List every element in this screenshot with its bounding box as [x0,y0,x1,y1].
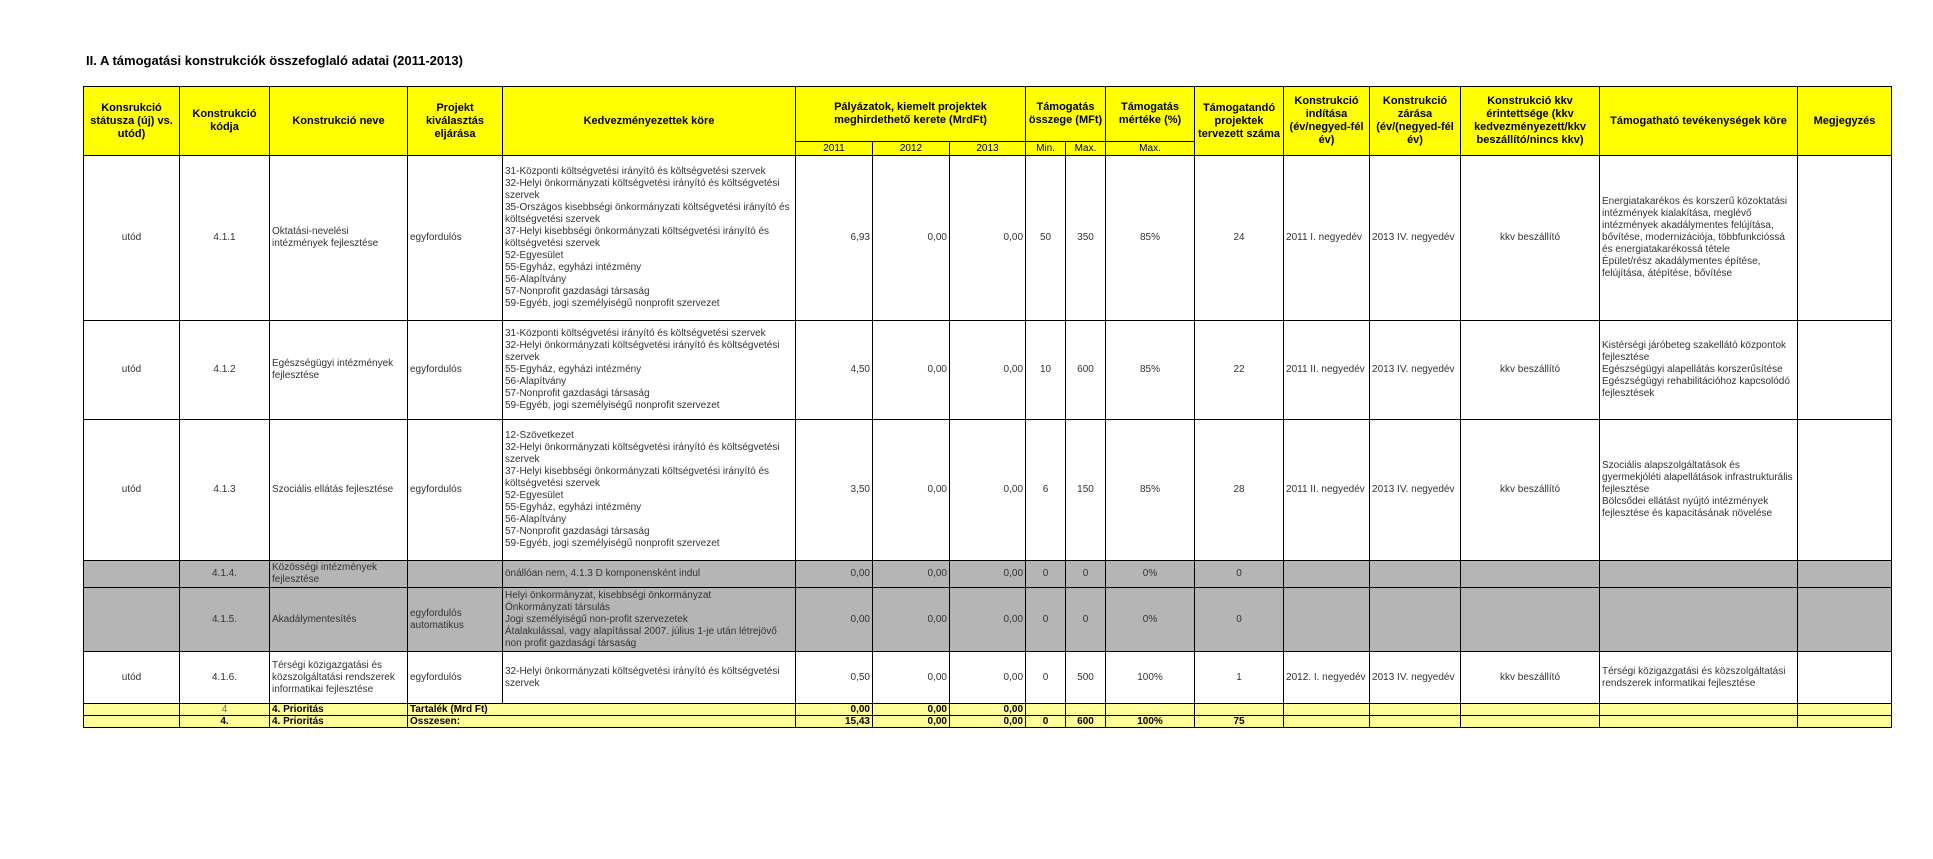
min-cell: 6 [1026,420,1066,561]
total-empty-cell [1600,716,1798,728]
beneficiaries-cell [503,588,796,652]
beneficiary-item: 59-Egyéb, jogi személyiségű nonprofit szervezet [505,298,720,309]
min-cell: 0 [1026,561,1066,588]
kkv-cell: kkv beszállító [1461,321,1600,420]
beneficiary-item: Átalakulással, vagy alapítással 2007. július 1-je után létrejövő non profit gazdasági társaság [505,625,777,649]
projects-cell: 1 [1195,652,1284,704]
beneficiaries-cell [503,652,796,704]
col-end: Konstrukció zárása (év/(negyed-fél év) [1370,87,1461,156]
name-cell: Egészségügyi intézmények fejlesztése [270,321,408,420]
beneficiary-item: 56-Alapítvány [505,514,567,525]
max-cell: 500 [1066,652,1106,704]
beneficiary-item: 59-Egyéb, jogi személyiségű nonprofit szervezet [505,400,720,411]
y2012-cell: 0,00 [873,652,950,704]
table-row [84,561,1892,588]
col-remark: Megjegyzés [1798,87,1892,156]
activity-item: Egészségügyi rehabilitációhoz kapcsolódó fejlesztések [1602,376,1790,399]
col-rate: Támogatás mértéke (%) [1106,87,1195,142]
beneficiary-item: 57-Nonprofit gazdasági társaság [505,388,650,399]
activity-item: Kistérségi járóbeteg szakellátó központok fejlesztése [1602,340,1787,363]
code-cell: 4.1.6. [180,652,270,704]
max-cell: 150 [1066,420,1106,561]
max-cell: 600 [1066,321,1106,420]
total-empty-cell [1461,716,1600,728]
min-cell: 50 [1026,156,1066,321]
y2012-cell: 0,00 [873,420,950,561]
y2012-cell: 0,00 [873,561,950,588]
table-row [84,156,1892,321]
col-kkv: Konstrukció kkv érintettsége (kkv kedvezményezett/kkv beszállító/nincs kkv) [1461,87,1600,156]
col-code: Konstrukció kódja [180,87,270,156]
table-row [84,420,1892,561]
y2011-cell: 6,93 [796,156,873,321]
col-selection: Projekt kiválasztás eljárása [408,87,503,156]
reserve-y2012-cell: 0,00 [873,704,950,716]
projects-cell: 22 [1195,321,1284,420]
beneficiary-item: 56-Alapítvány [505,274,567,285]
y2011-cell: 0,00 [796,561,873,588]
code-cell: 4.1.4. [180,561,270,588]
total-empty-cell [1284,716,1370,728]
beneficiary-item: 32-Helyi önkormányzati költségvetési irányító és költségvetési szervek [505,340,780,363]
col-amount: Támogatás összege (MFt) [1026,87,1106,142]
rate-cell: 0% [1106,561,1195,588]
total-empty-cell [1798,716,1892,728]
total-min-cell: 0 [1026,716,1066,728]
name-cell: Oktatási-nevelési intézmények fejlesztése [270,156,408,321]
activities-cell [1600,156,1798,321]
y2011-cell: 0,00 [796,588,873,652]
total-priority-cell: 4. Prioritás [270,716,408,728]
min-cell: 0 [1026,652,1066,704]
projects-cell: 24 [1195,156,1284,321]
beneficiary-item: 35-Országos kisebbségi önkormányzati költségvetési irányító és költségvetési szervek [505,202,790,225]
y2013-cell: 0,00 [950,321,1026,420]
end-cell: 2013 IV. negyedév [1370,420,1461,561]
beneficiary-item: Helyi önkormányzat, kisebbségi önkormányzat [505,589,712,601]
end-cell: 2013 IV. negyedév [1370,652,1461,704]
remark-cell [1798,321,1892,420]
kkv-cell: kkv beszállító [1461,156,1600,321]
beneficiary-item: 32-Helyi önkormányzati költségvetési irányító és költségvetési szervek [505,665,780,689]
reserve-empty-cell [84,704,180,716]
code-cell: 4.1.3 [180,420,270,561]
projects-cell: 28 [1195,420,1284,561]
y2013-cell: 0,00 [950,588,1026,652]
reserve-empty-cell [1461,704,1600,716]
rate-cell: 100% [1106,652,1195,704]
beneficiary-item: 55-Egyház, egyházi intézmény [505,364,642,375]
total-y2012-cell: 0,00 [873,716,950,728]
selection-cell: egyfordulós [408,321,503,420]
activity-item: Térségi közigazgatási és közszolgáltatási rendszerek informatikai fejlesztése [1602,665,1786,689]
end-cell [1370,561,1461,588]
reserve-empty-cell [1195,704,1284,716]
beneficiaries-cell [503,561,796,588]
reserve-empty-cell [1600,704,1798,716]
table-row [84,321,1892,420]
start-cell [1284,588,1370,652]
max-cell: 0 [1066,561,1106,588]
y2011-cell: 3,50 [796,420,873,561]
activity-item: Épület/rész akadálymentes építése, felújítása, átépítése, bővítése [1602,256,1761,279]
col-start: Konstrukció indítása (év/negyed-fél év) [1284,87,1370,156]
remark-cell [1798,420,1892,561]
total-y2011-cell: 15,43 [796,716,873,728]
activities-cell [1600,321,1798,420]
activity-item: Bölcsődei ellátást nyújtó intézmények fejlesztése és kapacitásának növelése [1602,496,1773,519]
reserve-label-cell: Tartalék (Mrd Ft) [408,704,796,716]
reserve-y2011-cell: 0,00 [796,704,873,716]
beneficiary-item: 55-Egyház, egyházi intézmény [505,502,642,513]
kkv-cell: kkv beszállító [1461,420,1600,561]
y2013-cell: 0,00 [950,652,1026,704]
selection-cell: egyfordulós automatikus [408,588,503,652]
beneficiary-item: önállóan nem, 4.1.3 D komponensként indul [505,568,701,579]
kkv-cell [1461,561,1600,588]
col-frame: Pályázatok, kiemelt projektek meghirdethető kerete (MrdFt) [796,87,1026,142]
col-y2011: 2011 [796,142,873,156]
beneficiary-item: Önkormányzati társulás [505,601,611,613]
selection-cell [408,561,503,588]
remark-cell [1798,156,1892,321]
beneficiary-item: 31-Központi költségvetési irányító és költségvetési szervek [505,166,766,177]
total-empty-cell [1370,716,1461,728]
code-cell: 4.1.5. [180,588,270,652]
beneficiary-item: 32-Helyi önkormányzati költségvetési irányító és költségvetési szervek [505,442,780,465]
reserve-empty-cell [1026,704,1066,716]
total-rate-cell: 100% [1106,716,1195,728]
remark-cell [1798,652,1892,704]
rate-cell: 0% [1106,588,1195,652]
reserve-code-cell: 4 [180,704,270,716]
min-cell: 0 [1026,588,1066,652]
name-cell: Térségi közigazgatási és közszolgáltatási rendszerek informatikai fejlesztése [270,652,408,704]
beneficiary-item: 52-Egyesület [505,490,564,501]
status-cell: utód [84,420,180,561]
y2011-cell: 4,50 [796,321,873,420]
col-beneficiaries: Kedvezményezettek köre [503,87,796,156]
activities-cell [1600,420,1798,561]
name-cell: Akadálymentesítés [270,588,408,652]
status-cell: utód [84,156,180,321]
status-cell [84,561,180,588]
selection-cell: egyfordulós [408,420,503,561]
max-cell: 0 [1066,588,1106,652]
max-cell: 350 [1066,156,1106,321]
beneficiary-item: 12-Szövetkezet [505,430,574,441]
reserve-row [84,704,1892,716]
rate-cell: 85% [1106,321,1195,420]
start-cell: 2011 I. negyedév [1284,156,1370,321]
beneficiary-item: 57-Nonprofit gazdasági társaság [505,286,650,297]
reserve-empty-cell [1798,704,1892,716]
table-row [84,652,1892,704]
total-label-cell: Összesen: [408,716,796,728]
rate-cell: 85% [1106,420,1195,561]
total-empty-cell [84,716,180,728]
beneficiary-item: 32-Helyi önkormányzati költségvetési irányító és költségvetési szervek [505,178,780,201]
reserve-empty-cell [1370,704,1461,716]
remark-cell [1798,588,1892,652]
activities-cell [1600,561,1798,588]
reserve-y2013-cell: 0,00 [950,704,1026,716]
kkv-cell [1461,588,1600,652]
y2012-cell: 0,00 [873,156,950,321]
projects-cell: 0 [1195,588,1284,652]
activity-item: Szociális alapszolgáltatások és gyermekjóléti alapellátások infrastrukturális fejlesztése [1602,460,1793,495]
end-cell [1370,588,1461,652]
total-y2013-cell: 0,00 [950,716,1026,728]
reserve-empty-cell [1284,704,1370,716]
kkv-cell: kkv beszállító [1461,652,1600,704]
beneficiary-item: 59-Egyéb, jogi személyiségű nonprofit szervezet [505,538,720,549]
rate-cell: 85% [1106,156,1195,321]
y2012-cell: 0,00 [873,321,950,420]
start-cell: 2011 II. negyedév [1284,420,1370,561]
beneficiary-item: 37-Helyi kisebbségi önkormányzati költségvetési irányító és költségvetési szervek [505,226,770,249]
selection-cell: egyfordulós [408,652,503,704]
col-min: Min. [1026,142,1066,156]
col-max: Max. [1066,142,1106,156]
col-projects: Támogatandó projektek tervezett száma [1195,87,1284,156]
end-cell: 2013 IV. negyedév [1370,321,1461,420]
code-cell: 4.1.2 [180,321,270,420]
projects-cell: 0 [1195,561,1284,588]
col-y2012: 2012 [873,142,950,156]
remark-cell [1798,561,1892,588]
beneficiary-item: 57-Nonprofit gazdasági társaság [505,526,650,537]
activity-item: Energiatakarékos és korszerű közoktatási intézmények kialakítása, meglévő intézmények akadálymentes felújítása, bővítése, modernizációja, többfunkcióssá és energiatakarékossá tétele [1602,196,1788,255]
y2013-cell: 0,00 [950,420,1026,561]
beneficiary-item: 55-Egyház, egyházi intézmény [505,262,642,273]
total-max-cell: 600 [1066,716,1106,728]
beneficiaries-cell [503,321,796,420]
col-name: Konstrukció neve [270,87,408,156]
activities-cell [1600,652,1798,704]
beneficiary-item: Jogi személyiségű non-profit szervezetek [505,613,688,625]
beneficiary-item: 31-Központi költségvetési irányító és költségvetési szervek [505,328,766,339]
col-rate-max: Max. [1106,142,1195,156]
y2011-cell: 0,50 [796,652,873,704]
page-title: II. A támogatási konstrukciók összefoglaló adatai (2011-2013) [86,53,463,68]
col-y2013: 2013 [950,142,1026,156]
total-row [84,716,1892,728]
name-cell: Szociális ellátás fejlesztése [270,420,408,561]
y2013-cell: 0,00 [950,561,1026,588]
start-cell: 2011 II. negyedév [1284,321,1370,420]
y2012-cell: 0,00 [873,588,950,652]
selection-cell: egyfordulós [408,156,503,321]
beneficiary-item: 37-Helyi kisebbségi önkormányzati költségvetési irányító és költségvetési szervek [505,466,770,489]
table-row [84,588,1892,652]
code-cell: 4.1.1 [180,156,270,321]
beneficiaries-cell [503,156,796,321]
activities-cell [1600,588,1798,652]
reserve-empty-cell [1106,704,1195,716]
beneficiary-item: 52-Egyesület [505,250,564,261]
reserve-empty-cell [1066,704,1106,716]
total-code-cell: 4. [180,716,270,728]
start-cell: 2012. I. negyedév [1284,652,1370,704]
name-cell: Közösségi intézmények fejlesztése [270,561,408,588]
beneficiaries-cell [503,420,796,561]
start-cell [1284,561,1370,588]
status-cell: utód [84,321,180,420]
status-cell [84,588,180,652]
end-cell: 2013 IV. negyedév [1370,156,1461,321]
reserve-priority-cell: 4. Prioritás [270,704,408,716]
status-cell: utód [84,652,180,704]
beneficiary-item: 56-Alapítvány [505,376,567,387]
col-activities: Támogatható tevékenységek köre [1600,87,1798,156]
summary-table [83,86,1892,728]
y2013-cell: 0,00 [950,156,1026,321]
activity-item: Egészségügyi alapellátás korszerűsítése [1602,364,1783,375]
min-cell: 10 [1026,321,1066,420]
col-status: Konsrukció státusza (új) vs. utód) [84,87,180,156]
total-projects-cell: 75 [1195,716,1284,728]
